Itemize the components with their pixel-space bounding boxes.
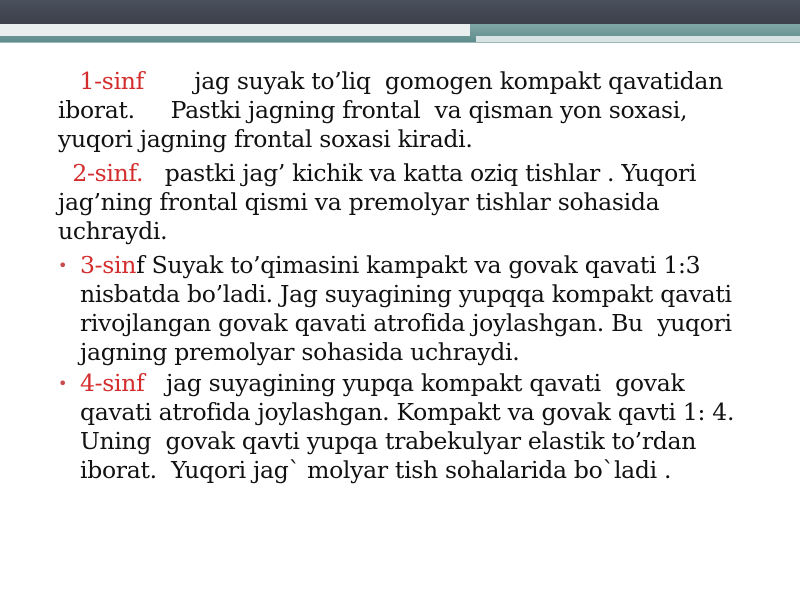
paragraph-class-2 bbox=[58, 159, 758, 246]
paragraph-class-1 bbox=[58, 67, 758, 154]
paragraph-lead bbox=[58, 67, 80, 95]
bullet-class-4 bbox=[58, 369, 758, 485]
class-label: 3-sin bbox=[80, 251, 137, 279]
paragraph-lead bbox=[58, 159, 72, 187]
bullet-icon: • bbox=[58, 256, 68, 275]
class-label-suffix: f bbox=[136, 251, 145, 279]
bullet-text: jag suyagining yupqa kompakt qavati govak qavati atrofida joylashgan. Kompakt va govak qavti 1: 4. Uning govak qavti yupqa trabekulyar elastik to’rdan iborat. Yuqori jag` molyar tish sohalarida bo`ladi . bbox=[80, 369, 749, 484]
paragraph-gap bbox=[143, 159, 165, 187]
paragraph-gap bbox=[144, 67, 194, 95]
header-band bbox=[0, 0, 800, 24]
class-label: 4-sinf bbox=[80, 369, 145, 397]
header-light-strip bbox=[0, 24, 470, 36]
paragraph-text: pastki jag’ kichik va katta oziq tishlar . Yuqori jag’ning frontal qismi va premolyar tishlar sohasida uchraydi. bbox=[58, 159, 704, 245]
bullet-icon: • bbox=[58, 374, 68, 393]
class-label: 1-sinf bbox=[79, 67, 145, 95]
header-divider bbox=[0, 42, 800, 43]
paragraph-text: jag suyak to’liq gomogen kompakt qavatidan iborat. Pastki jagning frontal va qisman yon soxasi, yuqori jagning frontal soxasi kiradi. bbox=[58, 67, 759, 153]
class-label: 2-sinf. bbox=[72, 159, 144, 187]
bullet-text: Suyak to’qimasini kampakt va govak qavati 1:3 nisbatda bo’ladi. Jag suyagining yupqqa kompakt qavati rivojlangan govak qavati atrofida joylashgan. Bu yuqori jagning premolyar sohasida uchraydi. bbox=[80, 251, 739, 366]
slide-body bbox=[58, 67, 758, 487]
bullet-class-3 bbox=[58, 251, 758, 367]
